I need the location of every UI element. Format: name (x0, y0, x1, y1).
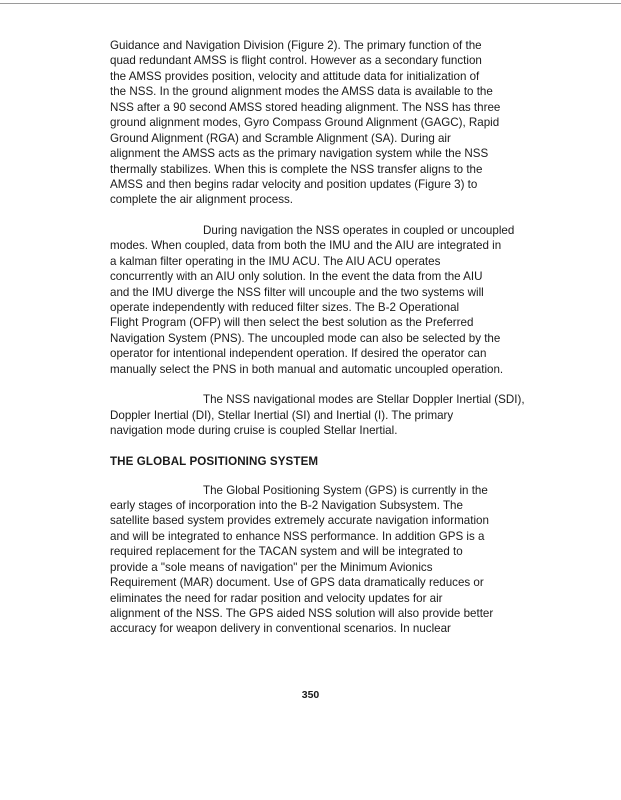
text-line: The Global Positioning System (GPS) is currently in the (203, 483, 488, 497)
text-line: and the IMU diverge the NSS filter will uncouple and the two systems will (110, 285, 484, 299)
text-line: a kalman filter operating in the IMU ACU. The AIU ACU operates (110, 254, 441, 268)
text-line: Flight Program (OFP) will then select the best solution as the Preferred (110, 316, 474, 330)
paragraphs-top (110, 38, 530, 439)
paragraph (110, 38, 530, 208)
document-body (110, 38, 530, 652)
paragraph (110, 483, 530, 637)
text-line: alignment the AMSS acts as the primary navigation system while the NSS (110, 147, 489, 161)
text-line: alignment of the NSS. The GPS aided NSS solution will also provide better (110, 607, 494, 620)
paragraphs-bottom (110, 483, 530, 637)
text-line: quad redundant AMSS is flight control. However as a secondary function (110, 54, 482, 68)
text-line: Guidance and Navigation Division (Figure 2). The primary function of the (110, 39, 482, 52)
section-heading: THE GLOBAL POSITIONING SYSTEM (110, 454, 319, 468)
text-line: thermally stabilizes. When this is complete the NSS transfer aligns to the (110, 162, 483, 176)
text-line: concurrently with an AIU only solution. In the event the data from the AIU (110, 270, 483, 284)
paragraph (110, 223, 530, 377)
text-line: provide a "sole means of navigation" per the Minimum Avionics (110, 560, 433, 574)
text-line: manually select the PNS in both manual and automatic uncoupled operation. (110, 362, 504, 376)
text-line: Navigation System (PNS). The uncoupled mode can also be selected by the (110, 331, 501, 345)
paragraph (110, 392, 530, 438)
text-line: ground alignment modes, Gyro Compass Ground Alignment (GAGC), Rapid (110, 116, 500, 130)
text-line: the NSS. In the ground alignment modes the AMSS data is available to the (110, 85, 493, 99)
text-line: Requirement (MAR) document. Use of GPS data dramatically reduces or (110, 576, 484, 590)
text-line: AMSS and then begins radar velocity and position updates (Figure 3) to (110, 177, 478, 191)
text-line: the AMSS provides position, velocity and attitude data for initialization of (110, 69, 480, 83)
text-line: and will be integrated to enhance NSS performance. In addition GPS is a (110, 529, 485, 543)
text-line: complete the air alignment process. (110, 193, 294, 207)
text-line: accuracy for weapon delivery in conventional scenarios. In nuclear (110, 622, 451, 636)
text-line: operate independently with reduced filter sizes. The B-2 Operational (110, 301, 460, 314)
text-line: required replacement for the TACAN system and will be integrated to (110, 545, 463, 559)
text-line: eliminates the need for radar position and velocity updates for air (110, 591, 443, 605)
text-line: The NSS navigational modes are Stellar Doppler Inertial (SDI), (203, 393, 525, 407)
text-line: Ground Alignment (RGA) and Scramble Alignment (SA). During air (110, 131, 451, 145)
text-line: NSS after a 90 second AMSS stored heading alignment. The NSS has three (110, 100, 501, 114)
text-line: navigation mode during cruise is coupled Stellar Inertial. (110, 424, 398, 438)
page-top-rule (0, 3, 621, 4)
text-line: modes. When coupled, data from both the IMU and the AIU are integrated in (110, 239, 502, 253)
text-line: early stages of incorporation into the B-2 Navigation Subsystem. The (110, 498, 463, 512)
text-line: During navigation the NSS operates in coupled or uncoupled (203, 223, 515, 237)
text-line: Doppler Inertial (DI), Stellar Inertial (SI) and Inertial (I). The primary (110, 408, 454, 422)
text-line: satellite based system provides extremely accurate navigation information (110, 514, 489, 528)
page-number: 350 (301, 689, 320, 701)
text-line: operator for intentional independent operation. If desired the operator can (110, 347, 487, 361)
